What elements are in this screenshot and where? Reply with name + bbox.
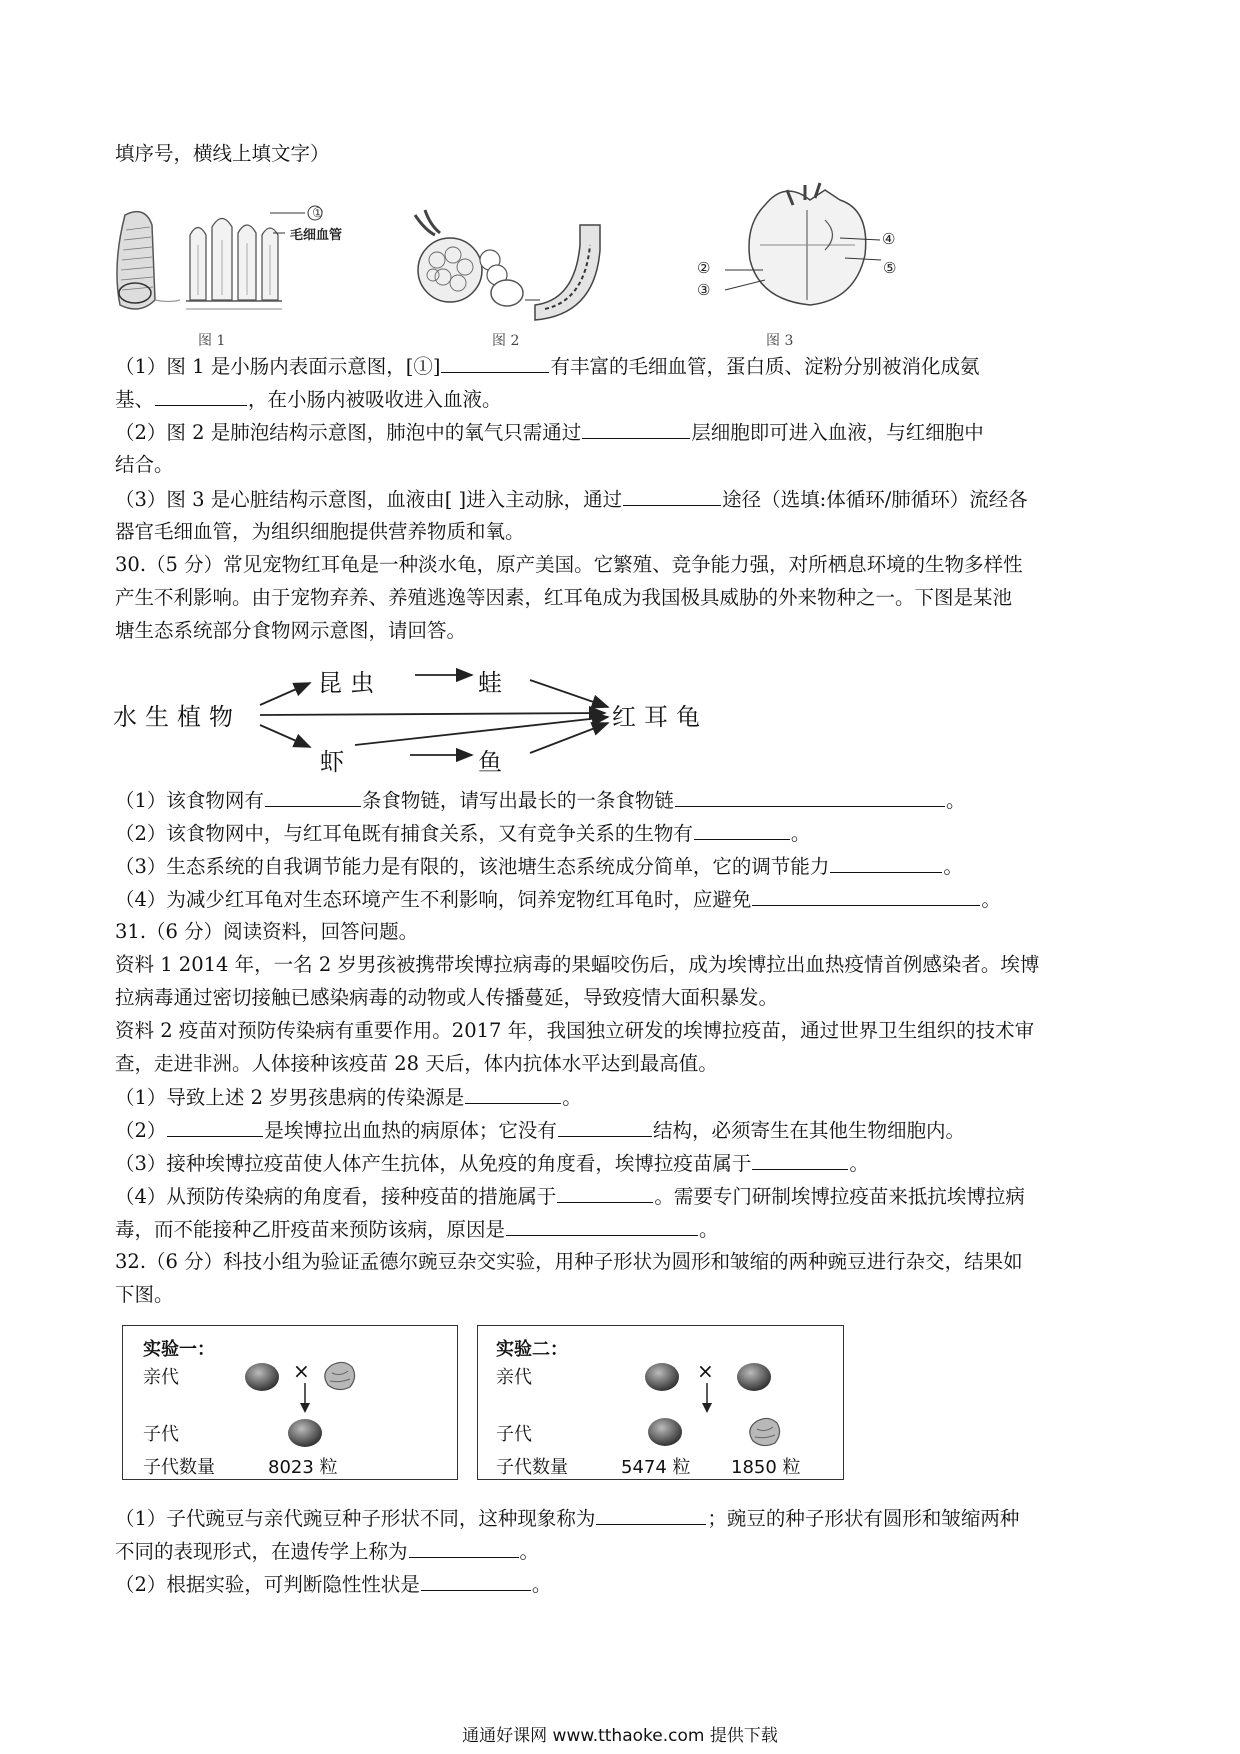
- fig3-caption: 图 3: [766, 333, 794, 349]
- exp1-title: 实验一：: [143, 1339, 215, 1360]
- q31-blank-6[interactable]: [506, 1215, 698, 1236]
- fw-node-insect: 昆虫: [318, 669, 382, 697]
- figure-3-heart: [705, 180, 925, 320]
- q31-intro: 31.（6 分）阅读资料，回答问题。: [115, 920, 419, 943]
- fw-node-red-eared-slider: 红耳龟: [612, 703, 708, 731]
- q32-blank-1[interactable]: [596, 1504, 706, 1525]
- q31-blank-3[interactable]: [558, 1116, 652, 1137]
- q31-sub3: （3）接种埃博拉疫苗使人体产生抗体，从免疫的角度看，埃博拉疫苗属于 。: [115, 1149, 869, 1178]
- q30-blank-1[interactable]: [265, 786, 361, 807]
- q30-intro-line2: 产生不利影响。由于宠物弃养、养殖逃逸等因素，红耳龟成为我国极具威胁的外来物种之一。下图是某池: [115, 586, 1013, 609]
- q31-sub4-line1: （4）从预防传染病的角度看，接种疫苗的措施属于 。需要专门研制埃博拉疫苗来抵抗埃博拉病: [115, 1182, 1025, 1211]
- q31-sub1: （1）导致上述 2 岁男孩患病的传染源是 。: [115, 1083, 582, 1112]
- q32-sub2: （2）根据实验，可判断隐性性状是 。: [115, 1570, 551, 1599]
- exp1-offspring-round-seed: [288, 1419, 322, 1447]
- q31-material1-line1: 资料 1 2014 年，一名 2 岁男孩被携带埃博拉病毒的果蝠咬伤后，成为埃博拉出血热疫情首例感染者。埃博: [115, 953, 1040, 976]
- q29-part1-line1: （1）图 1 是小肠内表面示意图，[①] 有丰富的毛细血管，蛋白质、淀粉分别被消化成氨: [115, 352, 979, 381]
- page-footer: 通通好课网 www.tthaoke.com 提供下载: [462, 1726, 778, 1746]
- q32-blank-2[interactable]: [409, 1537, 519, 1558]
- exp1-parent-label: 亲代: [143, 1367, 179, 1388]
- fw-node-aquatic-plant: 水生植物: [113, 703, 241, 731]
- q32-sub1-line2: 不同的表现形式，在遗传学上称为 。: [115, 1537, 539, 1566]
- q31-material2-line2: 查，走进非洲。人体接种该疫苗 28 天后，体内抗体水平达到最高值。: [115, 1052, 718, 1075]
- q31-blank-4[interactable]: [752, 1149, 848, 1170]
- q30-blank-4[interactable]: [830, 852, 942, 873]
- q30-blank-3[interactable]: [694, 819, 790, 840]
- exp1-count-value: 8023 粒: [268, 1457, 338, 1478]
- exp1-parent-round-seed: [245, 1363, 279, 1391]
- q31-sub2: （2） 是埃博拉出血热的病原体；它没有 结构，必须寄生在其他生物细胞内。: [115, 1116, 965, 1145]
- fw-node-shrimp: 虾: [320, 748, 352, 776]
- q30-blank-5[interactable]: [752, 885, 980, 906]
- exp2-count-value-wrinkled: 1850 粒: [731, 1457, 801, 1478]
- figure-2-alveoli: [395, 205, 655, 325]
- instruction-tail: 填序号，横线上填文字）: [115, 142, 330, 165]
- exp2-count-value-round: 5474 粒: [621, 1457, 691, 1478]
- q29-blank-1[interactable]: [441, 352, 549, 373]
- fig1-caption: 图 1: [198, 333, 226, 349]
- fw-node-frog: 蛙: [478, 669, 510, 697]
- exp1-offspring-label: 子代: [143, 1424, 179, 1445]
- exp2-offspring-label: 子代: [496, 1424, 532, 1445]
- q31-blank-1[interactable]: [465, 1083, 561, 1104]
- exp2-parent-label: 亲代: [496, 1367, 532, 1388]
- q32-blank-3[interactable]: [421, 1570, 531, 1591]
- exp1-count-label: 子代数量: [143, 1457, 215, 1478]
- q31-sub4-line2: 毒，而不能接种乙肝疫苗来预防该病，原因是 。: [115, 1215, 719, 1244]
- q30-intro-line3: 塘生态系统部分食物网示意图，请回答。: [115, 619, 467, 642]
- q30-sub3: （3）生态系统的自我调节能力是有限的，该池塘生态系统成分简单，它的调节能力 。: [115, 852, 963, 881]
- q29-blank-3[interactable]: [582, 418, 690, 439]
- q29-blank-2[interactable]: [155, 385, 247, 406]
- fig1-marker-label: ①: [312, 206, 324, 221]
- fig3-label-5: ⑤: [883, 259, 897, 277]
- q29-part1-line2: 基、 ，在小肠内被吸收进入血液。: [115, 385, 502, 414]
- fig3-label-3: ③: [697, 281, 711, 299]
- q31-blank-2[interactable]: [167, 1116, 263, 1137]
- q30-sub2: （2）该食物网中，与红耳龟既有捕食关系，又有竞争关系的生物有 。: [115, 819, 810, 848]
- q32-intro-line1: 32.（6 分）科技小组为验证孟德尔豌豆杂交实验，用种子形状为圆形和皱缩的两种豌豆进行杂交，结果如: [115, 1250, 1023, 1273]
- fig3-label-2: ②: [697, 259, 711, 277]
- q29-blank-4[interactable]: [623, 485, 721, 506]
- exp2-seeds: [477, 1325, 842, 1478]
- exp2-count-label: 子代数量: [496, 1457, 568, 1478]
- fig2-caption: 图 2: [492, 333, 520, 349]
- q29-part2-line2: 结合。: [115, 453, 174, 476]
- q30-blank-2[interactable]: [675, 786, 945, 807]
- exp2-title: 实验二：: [496, 1339, 568, 1360]
- q32-intro-line2: 下图。: [115, 1283, 174, 1306]
- q29-part3-line1: （3）图 3 是心脏结构示意图，血液由[ ]进入主动脉，通过 途径（选填:体循环/肺循环）流经各: [115, 485, 1028, 514]
- exp1-parent-wrinkled-seed: [325, 1362, 355, 1389]
- exp2-cross-symbol: ×: [697, 1359, 714, 1383]
- fig1-capillary-label: 毛细血管: [290, 228, 343, 243]
- q29-part2-line1: （2）图 2 是肺泡结构示意图，肺泡中的氧气只需通过 层细胞即可进入血液，与红细胞中: [115, 418, 984, 447]
- fw-node-fish: 鱼: [478, 748, 510, 776]
- exp2-offspring-wrinkled-seed: [750, 1418, 780, 1445]
- q29-part3-line2: 器官毛细血管，为组织细胞提供营养物质和氧。: [115, 520, 525, 543]
- exp2-parent-round-seed-2: [737, 1363, 771, 1391]
- exp1-seeds: [122, 1325, 456, 1478]
- q31-blank-5[interactable]: [557, 1182, 653, 1203]
- fig3-label-4: ④: [882, 230, 896, 248]
- exp2-offspring-round-seed: [648, 1418, 682, 1446]
- q30-intro-line1: 30.（5 分）常见宠物红耳龟是一种淡水龟，原产美国。它繁殖、竞争能力强，对所栖息环境的生物多样性: [115, 553, 1023, 576]
- q30-sub1: （1）该食物网有 条食物链，请写出最长的一条食物链 。: [115, 786, 965, 815]
- exp2-parent-round-seed-1: [645, 1363, 679, 1391]
- q31-material1-line2: 拉病毒通过密切接触已感染病毒的动物或人传播蔓延，导致疫情大面积暴发。: [115, 986, 779, 1009]
- exp1-cross-symbol: ×: [293, 1359, 310, 1383]
- figure-1-small-intestine: [110, 205, 410, 325]
- q31-material2-line1: 资料 2 疫苗对预防传染病有重要作用。2017 年，我国独立研发的埃博拉疫苗，通过世界卫生组织的技术审: [115, 1019, 1035, 1042]
- q32-sub1-line1: （1）子代豌豆与亲代豌豆种子形状不同，这种现象称为 ；豌豆的种子形状有圆形和皱缩两种: [115, 1504, 1019, 1533]
- q30-sub4: （4）为减少红耳龟对生态环境产生不利影响，饲养宠物红耳龟时，应避免 。: [115, 885, 1001, 914]
